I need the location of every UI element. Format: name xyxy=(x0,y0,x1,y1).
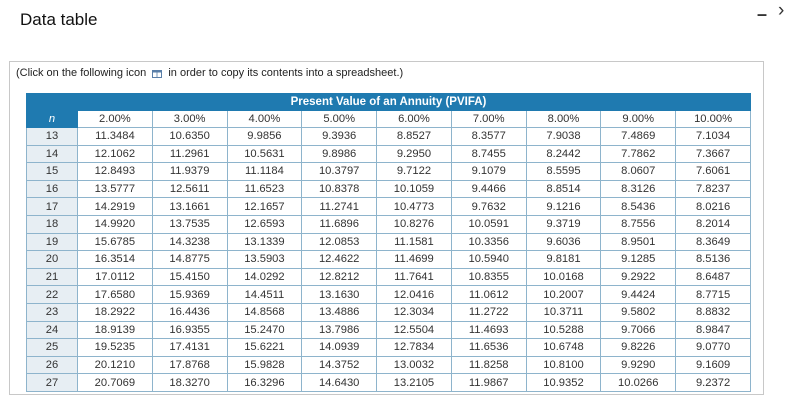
pvifa-value-cell: 8.7556 xyxy=(601,215,676,233)
pvifa-value-cell: 11.6896 xyxy=(302,215,377,233)
pvifa-value-cell: 13.0032 xyxy=(377,356,452,374)
pvifa-value-cell: 12.8212 xyxy=(302,268,377,286)
pvifa-value-cell: 14.8775 xyxy=(152,251,227,269)
table-row xyxy=(27,268,751,286)
pvifa-value-cell: 7.4869 xyxy=(601,128,676,146)
rate-column-header: 9.00% xyxy=(601,111,676,128)
period-cell: 22 xyxy=(27,286,78,304)
pvifa-value-cell: 9.2950 xyxy=(377,145,452,163)
pvifa-value-cell: 11.2961 xyxy=(152,145,227,163)
table-row xyxy=(27,251,751,269)
pvifa-value-cell: 13.5777 xyxy=(78,180,153,198)
pvifa-value-cell: 11.1184 xyxy=(227,163,302,181)
pvifa-value-cell: 15.4150 xyxy=(152,268,227,286)
pvifa-value-cell: 9.3719 xyxy=(526,215,601,233)
pvifa-value-cell: 20.1210 xyxy=(78,356,153,374)
pvifa-value-cell: 9.4466 xyxy=(451,180,526,198)
rate-column-header: 3.00% xyxy=(152,111,227,128)
pvifa-value-cell: 9.7632 xyxy=(451,198,526,216)
period-cell: 21 xyxy=(27,268,78,286)
pvifa-value-cell: 8.3126 xyxy=(601,180,676,198)
pvifa-value-cell: 7.8237 xyxy=(676,180,751,198)
pvifa-value-cell: 10.3356 xyxy=(451,233,526,251)
pvifa-value-cell: 13.2105 xyxy=(377,374,452,392)
pvifa-value-cell: 7.9038 xyxy=(526,128,601,146)
table-row xyxy=(27,163,751,181)
table-title-row xyxy=(27,94,751,111)
pvifa-value-cell: 8.8527 xyxy=(377,128,452,146)
pvifa-value-cell: 11.2722 xyxy=(451,303,526,321)
table-row xyxy=(27,374,751,392)
pvifa-value-cell: 13.4886 xyxy=(302,303,377,321)
pvifa-value-cell: 12.8493 xyxy=(78,163,153,181)
period-cell: 23 xyxy=(27,303,78,321)
rate-column-header: 5.00% xyxy=(302,111,377,128)
pvifa-value-cell: 13.1661 xyxy=(152,198,227,216)
pvifa-value-cell: 17.4131 xyxy=(152,339,227,357)
pvifa-value-cell: 9.1216 xyxy=(526,198,601,216)
pvifa-value-cell: 12.4622 xyxy=(302,251,377,269)
pvifa-value-cell: 7.7862 xyxy=(601,145,676,163)
pvifa-value-cell: 12.5504 xyxy=(377,321,452,339)
table-row xyxy=(27,215,751,233)
pvifa-value-cell: 8.8514 xyxy=(526,180,601,198)
pvifa-value-cell: 11.6523 xyxy=(227,180,302,198)
pvifa-value-cell: 11.1581 xyxy=(377,233,452,251)
pvifa-value-cell: 10.0266 xyxy=(601,374,676,392)
pvifa-value-cell: 9.0770 xyxy=(676,339,751,357)
table-row xyxy=(27,303,751,321)
pvifa-value-cell: 8.5595 xyxy=(526,163,601,181)
pvifa-value-cell: 8.9847 xyxy=(676,321,751,339)
pvifa-value-cell: 17.6580 xyxy=(78,286,153,304)
pvifa-value-cell: 16.3296 xyxy=(227,374,302,392)
pvifa-value-cell: 11.4699 xyxy=(377,251,452,269)
pvifa-value-cell: 10.8276 xyxy=(377,215,452,233)
rate-column-header: 4.00% xyxy=(227,111,302,128)
copy-spreadsheet-icon[interactable] xyxy=(152,69,162,77)
pvifa-value-cell: 9.2922 xyxy=(601,268,676,286)
pvifa-value-cell: 13.1630 xyxy=(302,286,377,304)
pvifa-value-cell: 8.2442 xyxy=(526,145,601,163)
pvifa-value-cell: 14.9920 xyxy=(78,215,153,233)
pvifa-value-cell: 12.1062 xyxy=(78,145,153,163)
pvifa-value-cell: 14.0939 xyxy=(302,339,377,357)
pvifa-value-cell: 8.9501 xyxy=(601,233,676,251)
pvifa-value-cell: 18.3270 xyxy=(152,374,227,392)
pvifa-value-cell: 16.3514 xyxy=(78,251,153,269)
pvifa-value-cell: 9.8226 xyxy=(601,339,676,357)
pvifa-value-cell: 11.0612 xyxy=(451,286,526,304)
pvifa-value-cell: 14.8568 xyxy=(227,303,302,321)
pvifa-value-cell: 13.7986 xyxy=(302,321,377,339)
pvifa-value-cell: 11.8258 xyxy=(451,356,526,374)
pvifa-value-cell: 8.6487 xyxy=(676,268,751,286)
pvifa-value-cell: 9.1609 xyxy=(676,356,751,374)
pvifa-value-cell: 15.6785 xyxy=(78,233,153,251)
pvifa-value-cell: 18.2922 xyxy=(78,303,153,321)
period-cell: 26 xyxy=(27,356,78,374)
table-row xyxy=(27,180,751,198)
period-cell: 13 xyxy=(27,128,78,146)
pvifa-value-cell: 9.7122 xyxy=(377,163,452,181)
pvifa-value-cell: 16.9355 xyxy=(152,321,227,339)
instruction-before: (Click on the following icon xyxy=(16,67,147,79)
pvifa-value-cell: 10.0591 xyxy=(451,215,526,233)
pvifa-value-cell: 9.1285 xyxy=(601,251,676,269)
pvifa-value-cell: 8.3649 xyxy=(676,233,751,251)
pvifa-value-cell: 9.6036 xyxy=(526,233,601,251)
pvifa-value-cell: 9.9290 xyxy=(601,356,676,374)
period-cell: 19 xyxy=(27,233,78,251)
pvifa-value-cell: 11.6536 xyxy=(451,339,526,357)
pvifa-value-cell: 15.6221 xyxy=(227,339,302,357)
pvifa-value-cell: 14.4511 xyxy=(227,286,302,304)
pvifa-value-cell: 8.7715 xyxy=(676,286,751,304)
pvifa-value-cell: 10.8100 xyxy=(526,356,601,374)
rate-column-header: 6.00% xyxy=(377,111,452,128)
period-cell: 25 xyxy=(27,339,78,357)
pvifa-value-cell: 7.1034 xyxy=(676,128,751,146)
chevron-right-icon[interactable]: › xyxy=(778,0,785,21)
pvifa-value-cell: 10.5940 xyxy=(451,251,526,269)
pvifa-value-cell: 10.6748 xyxy=(526,339,601,357)
pvifa-value-cell: 10.5631 xyxy=(227,145,302,163)
table-header-row xyxy=(27,111,751,128)
period-cell: 16 xyxy=(27,180,78,198)
pvifa-value-cell: 17.8768 xyxy=(152,356,227,374)
period-cell: 24 xyxy=(27,321,78,339)
pvifa-value-cell: 8.0216 xyxy=(676,198,751,216)
pvifa-value-cell: 20.7069 xyxy=(78,374,153,392)
pvifa-table xyxy=(26,93,751,392)
pvifa-value-cell: 14.0292 xyxy=(227,268,302,286)
pvifa-value-cell: 10.9352 xyxy=(526,374,601,392)
period-cell: 17 xyxy=(27,198,78,216)
pvifa-value-cell: 19.5235 xyxy=(78,339,153,357)
pvifa-value-cell: 12.6593 xyxy=(227,215,302,233)
period-cell: 27 xyxy=(27,374,78,392)
instruction-text xyxy=(16,67,403,79)
pvifa-value-cell: 11.4693 xyxy=(451,321,526,339)
pvifa-value-cell: 11.3484 xyxy=(78,128,153,146)
pvifa-value-cell: 10.3711 xyxy=(526,303,601,321)
pvifa-value-cell: 9.2372 xyxy=(676,374,751,392)
pvifa-value-cell: 14.6430 xyxy=(302,374,377,392)
rate-column-header: 7.00% xyxy=(451,111,526,128)
minimize-button[interactable]: – xyxy=(757,4,768,24)
period-cell: 14 xyxy=(27,145,78,163)
table-row xyxy=(27,339,751,357)
pvifa-value-cell: 10.8378 xyxy=(302,180,377,198)
pvifa-value-cell: 14.3238 xyxy=(152,233,227,251)
pvifa-value-cell: 15.9828 xyxy=(227,356,302,374)
pvifa-value-cell: 10.6350 xyxy=(152,128,227,146)
table-row xyxy=(27,321,751,339)
data-table-panel xyxy=(9,61,764,395)
pvifa-value-cell: 14.3752 xyxy=(302,356,377,374)
pvifa-value-cell: 7.3667 xyxy=(676,145,751,163)
rate-column-header: 8.00% xyxy=(526,111,601,128)
pvifa-value-cell: 8.0607 xyxy=(601,163,676,181)
pvifa-value-cell: 9.3936 xyxy=(302,128,377,146)
n-column-header: n xyxy=(27,111,78,128)
pvifa-value-cell: 9.9856 xyxy=(227,128,302,146)
pvifa-value-cell: 8.8832 xyxy=(676,303,751,321)
pvifa-value-cell: 12.0416 xyxy=(377,286,452,304)
table-title: Present Value of an Annuity (PVIFA) xyxy=(27,94,751,111)
pvifa-value-cell: 7.6061 xyxy=(676,163,751,181)
pvifa-value-cell: 12.7834 xyxy=(377,339,452,357)
table-row xyxy=(27,128,751,146)
pvifa-value-cell: 12.5611 xyxy=(152,180,227,198)
pvifa-value-cell: 11.9379 xyxy=(152,163,227,181)
pvifa-value-cell: 9.1079 xyxy=(451,163,526,181)
pvifa-value-cell: 12.0853 xyxy=(302,233,377,251)
pvifa-value-cell: 13.7535 xyxy=(152,215,227,233)
table-row xyxy=(27,145,751,163)
pvifa-value-cell: 18.9139 xyxy=(78,321,153,339)
instruction-after: in order to copy its contents into a spreadsheet.) xyxy=(168,67,404,79)
pvifa-value-cell: 8.2014 xyxy=(676,215,751,233)
pvifa-value-cell: 15.9369 xyxy=(152,286,227,304)
pvifa-value-cell: 12.3034 xyxy=(377,303,452,321)
pvifa-value-cell: 10.3797 xyxy=(302,163,377,181)
pvifa-value-cell: 12.1657 xyxy=(227,198,302,216)
pvifa-value-cell: 14.2919 xyxy=(78,198,153,216)
pvifa-value-cell: 17.0112 xyxy=(78,268,153,286)
table-row xyxy=(27,286,751,304)
pvifa-value-cell: 8.5436 xyxy=(601,198,676,216)
period-cell: 18 xyxy=(27,215,78,233)
pvifa-value-cell: 9.5802 xyxy=(601,303,676,321)
pvifa-value-cell: 10.5288 xyxy=(526,321,601,339)
pvifa-value-cell: 15.2470 xyxy=(227,321,302,339)
rate-column-header: 2.00% xyxy=(78,111,153,128)
pvifa-value-cell: 13.5903 xyxy=(227,251,302,269)
pvifa-value-cell: 11.2741 xyxy=(302,198,377,216)
rate-column-header: 10.00% xyxy=(676,111,751,128)
pvifa-value-cell: 9.8986 xyxy=(302,145,377,163)
pvifa-value-cell: 10.4773 xyxy=(377,198,452,216)
pvifa-value-cell: 10.1059 xyxy=(377,180,452,198)
pvifa-value-cell: 11.7641 xyxy=(377,268,452,286)
pvifa-value-cell: 10.0168 xyxy=(526,268,601,286)
pvifa-value-cell: 10.8355 xyxy=(451,268,526,286)
pvifa-value-cell: 13.1339 xyxy=(227,233,302,251)
pvifa-value-cell: 8.7455 xyxy=(451,145,526,163)
period-cell: 20 xyxy=(27,251,78,269)
pvifa-value-cell: 9.4424 xyxy=(601,286,676,304)
dialog-title: Data table xyxy=(20,10,98,29)
pvifa-value-cell: 11.9867 xyxy=(451,374,526,392)
pvifa-value-cell: 8.3577 xyxy=(451,128,526,146)
table-row xyxy=(27,198,751,216)
pvifa-value-cell: 9.7066 xyxy=(601,321,676,339)
table-row xyxy=(27,233,751,251)
table-row xyxy=(27,356,751,374)
pvifa-value-cell: 16.4436 xyxy=(152,303,227,321)
pvifa-value-cell: 8.5136 xyxy=(676,251,751,269)
pvifa-value-cell: 9.8181 xyxy=(526,251,601,269)
pvifa-value-cell: 10.2007 xyxy=(526,286,601,304)
period-cell: 15 xyxy=(27,163,78,181)
